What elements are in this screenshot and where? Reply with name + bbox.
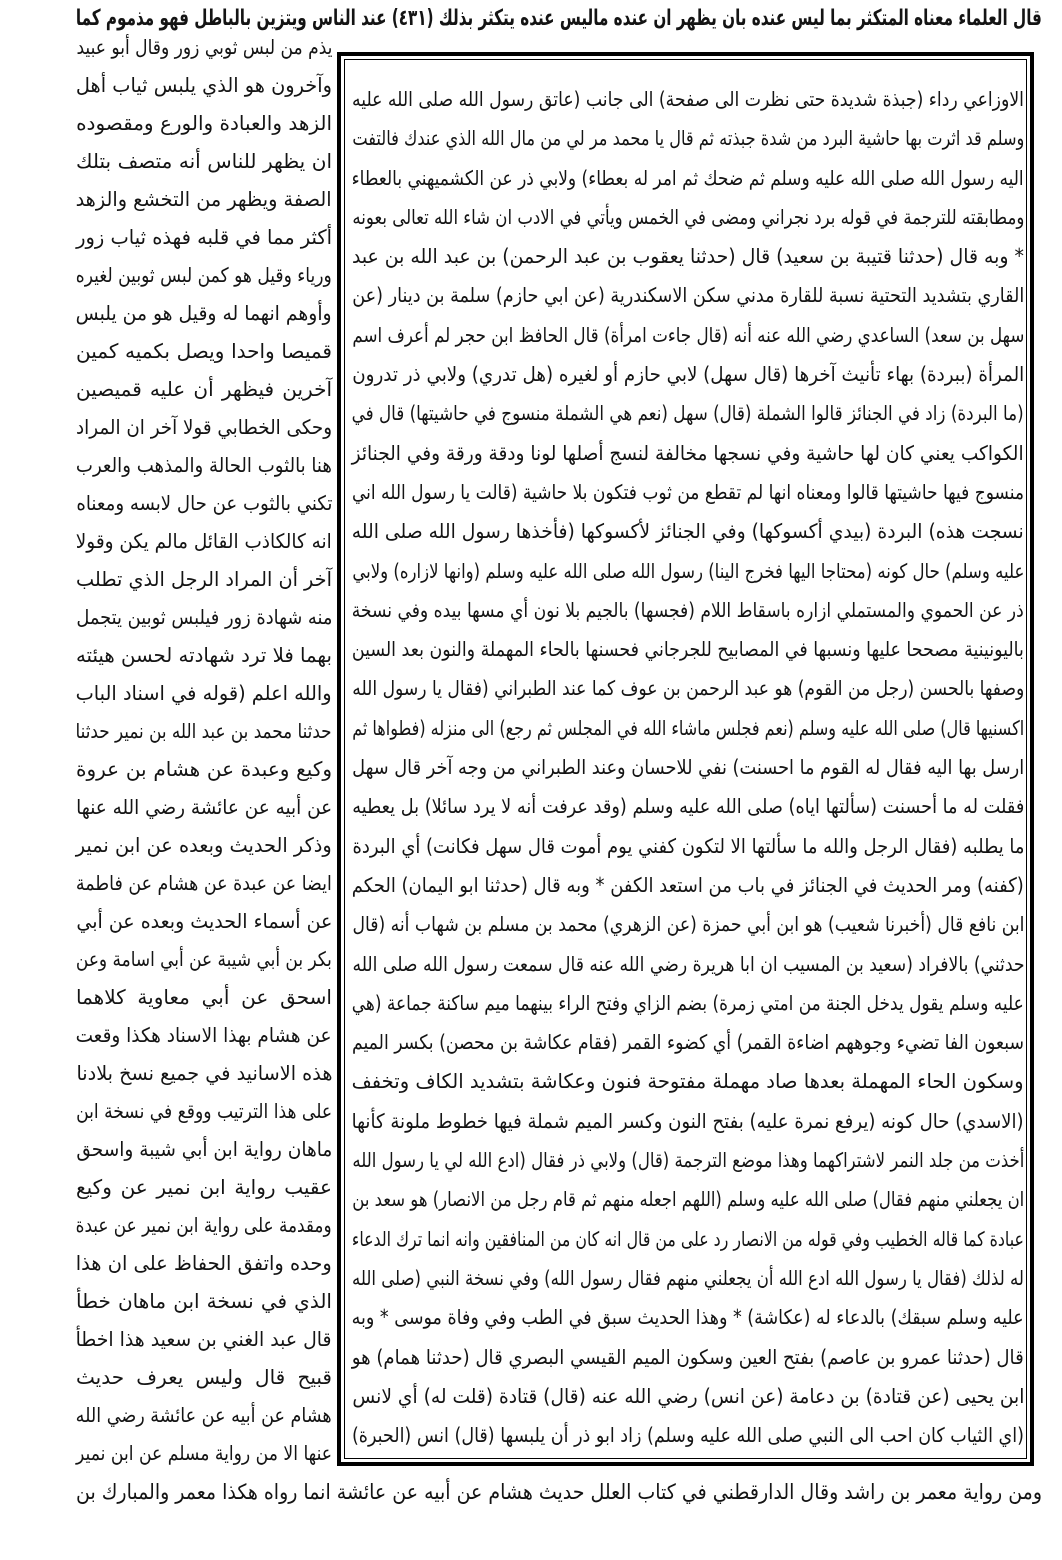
main-text-line-row <box>352 1141 1024 1180</box>
main-text-line: عليه وسلم) حال كونه (محتاجا اليها فخرج الينا) رسول الله صلى الله عليه وسلم (وانها لازاره) ولابي <box>352 558 1024 583</box>
margin-text-line-row <box>76 1054 332 1092</box>
margin-text-line-row <box>76 332 332 370</box>
main-text-line-row <box>352 198 1024 237</box>
footer-line <box>76 1474 1042 1510</box>
margin-text-line: الذي في نسخة ابن ماهان خطأ <box>76 1289 332 1313</box>
main-text-line-row <box>352 1338 1024 1377</box>
main-text-line: سبعون الفا تضيء وجوههم اضاءة القمر) أي كضوء القمر (فقام عكاشة بن محصن) بكسر الميم <box>352 1030 1024 1055</box>
margin-text-line-row <box>76 104 332 142</box>
main-text-line-row <box>352 119 1024 158</box>
margin-text-line-row <box>76 218 332 256</box>
main-text-line-row <box>352 473 1024 512</box>
main-text-line-row <box>352 237 1024 276</box>
main-text-line-row <box>352 434 1024 473</box>
main-text-line-row <box>352 80 1024 119</box>
margin-text-line: قميصا واحدا ويصل بكميه كمين <box>76 339 332 363</box>
main-text-line-row <box>352 748 1024 787</box>
margin-text-line-row <box>76 750 332 788</box>
main-text-line-row <box>352 1377 1024 1416</box>
margin-text-line: وآخرون هو الذي يلبس ثياب أهل <box>76 73 332 97</box>
main-text-line-row <box>352 1023 1024 1062</box>
main-text-line: ان يجعلني منهم فقال) صلى الله عليه وسلم (اللهم اجعله منهم ثم قام رجل من الانصار) هو سعد بن <box>352 1187 1024 1212</box>
page-number: (٤٣١) <box>391 6 434 31</box>
margin-text-line: تكني بالثوب عن حال لابسه ومعناه <box>76 491 332 515</box>
main-text-line: عبادة كما قاله الخطيب وفي قوله من الانصار رد على من قال انه كان من المنافقين وانه انما ترك الدعاء <box>352 1226 1024 1251</box>
main-text-line-row <box>352 984 1024 1023</box>
margin-text-line-row <box>76 560 332 598</box>
margin-text-line: عن أبيه عن عائشة رضي الله عنها <box>76 795 332 819</box>
margin-text-line-row <box>76 1168 332 1206</box>
margin-text-line: آخر أن المراد الرجل الذي تطلب <box>76 567 332 591</box>
margin-text-line: ماهان رواية ابن أبي شيبة واسحق <box>76 1137 332 1161</box>
margin-text-line-row <box>76 1434 332 1472</box>
main-text-line-row <box>352 827 1024 866</box>
margin-text-line: وذكر الحديث وبعده عن ابن نمير <box>76 833 332 857</box>
margin-text-line: منه شهادة زور فيلبس ثوبين يتجمل <box>76 605 332 629</box>
margin-text-line: بكر بن أبي شيبة عن أبي اسامة وعن <box>76 947 332 971</box>
main-text-line-row <box>352 1180 1024 1219</box>
margin-text-line-row <box>76 1396 332 1434</box>
margin-text-line-row <box>76 294 332 332</box>
main-text-line: عليه وسلم سبقك) بالدعاء له (عكاشة) * وهذا الحديث سبق في الطب وفي وفاة موسى * وبه <box>352 1305 1024 1330</box>
margin-text-line-row <box>76 1282 332 1320</box>
margin-text-line-row <box>76 864 332 902</box>
margin-text-line-row <box>76 1244 332 1282</box>
margin-text-line: ومقدمة على رواية ابن نمير عن عبدة <box>76 1213 332 1237</box>
margin-text-line: عقيب رواية ابن نمير عن وكيع <box>76 1175 332 1199</box>
main-text-line-row <box>352 394 1024 433</box>
main-text-line: فقلت له ما أحسنت (سألتها اياه) صلى الله عليه وسلم (وقد عرفت أنه لا يرد سائلا) بل يعطيه <box>352 794 1024 819</box>
margin-text-line: وحده واتفق الحفاظ على ان هذا <box>76 1251 332 1275</box>
margin-text-line-row <box>76 1130 332 1168</box>
header-left-text: عند الناس ويتزين بالباطل فهو مذموم كما <box>76 6 387 31</box>
margin-text-line: على هذا الترتيب ووقع في نسخة ابن <box>76 1099 332 1123</box>
main-text-line: نسجت هذه) البردة (بيدي أكسوكها) وفي الجنائز لأكسوكها (فأخذها رسول الله صلى الله <box>352 519 1024 544</box>
main-text-line: منسوج فيها حاشيتها قالوا ومعناه انها لم تقطع من ثوب فتكون بلا حاشية (قالت يا رسول الله اني <box>352 479 1024 504</box>
main-text-line: وصفها بالحسن (رجل من القوم) هو عبد الرحمن بن عوف كما عند الطبراني (فقال يا رسول الله <box>352 676 1024 701</box>
margin-text-line-row <box>76 978 332 1016</box>
main-text-line-row <box>352 1416 1024 1455</box>
margin-text-line: عنها الا من رواية مسلم عن ابن نمير <box>76 1441 332 1465</box>
margin-text-line: انه كالكاذب القائل مالم يكن وقولا <box>76 529 332 553</box>
margin-text-line-row <box>76 28 332 66</box>
main-text-line-row <box>352 355 1024 394</box>
margin-text-line-row <box>76 1320 332 1358</box>
main-text-line-row <box>352 512 1024 551</box>
margin-text-line: قبيح قال وليس يعرف حديث <box>76 1365 332 1389</box>
main-text-line: الاوزاعي رداء (جبذة شديدة حتى نظرت الى صفحة) الى جانب (عاتق رسول الله صلى الله عليه <box>352 87 1024 111</box>
main-text-line-row <box>352 709 1024 748</box>
main-text-line-row <box>352 1259 1024 1298</box>
margin-commentary-column <box>76 28 332 1472</box>
margin-text-line: اسحق عن أبي معاوية كلاهما <box>76 985 332 1009</box>
margin-text-line-row <box>76 674 332 712</box>
main-text-line-row <box>352 866 1024 905</box>
margin-text-line-row <box>76 712 332 750</box>
main-text-line: ابن نافع قال (أخبرنا شعيب) هو ابن أبي حمزة (عن الزهري) محمد بن مسلم بن شهاب أنه (قال <box>352 912 1024 937</box>
margin-text-line: هشام عن أبيه عن عائشة رضي الله <box>76 1403 332 1427</box>
margin-text-line-row <box>76 180 332 218</box>
margin-text-line-row <box>76 66 332 104</box>
margin-text-line-row <box>76 256 332 294</box>
main-text-line-row <box>352 1220 1024 1259</box>
margin-text-line: عن أسماء الحديث وبعده عن أبي <box>76 909 332 933</box>
margin-text-line: بهما فلا ترد شهادته لحسن هيئته <box>76 643 332 667</box>
main-text-line: وسكون الحاء المهملة بعدها صاد مهملة مفتوحة فنون وعكاشة بتشديد الكاف وتخفف <box>352 1069 1024 1094</box>
main-text-line-row <box>352 669 1024 708</box>
margin-text-line: ورياء وقيل هو كمن لبس ثوبين لغيره <box>76 263 332 287</box>
main-text-line-row <box>352 159 1024 198</box>
margin-text-line: آخرين فيظهر أن عليه قميصين <box>76 377 332 401</box>
margin-text-line: عن هشام بهذا الاسناد هكذا وقعت <box>76 1023 332 1047</box>
margin-text-line-row <box>76 1206 332 1244</box>
margin-text-line-row <box>76 598 332 636</box>
main-text-line: اليه رسول الله صلى الله عليه وسلم ثم ضحك ثم امر له بعطاء) ولابي ذر عن الكشميهني بالعطاء <box>352 165 1024 190</box>
main-text-line-row <box>352 1062 1024 1101</box>
margin-text-line: هنا بالثوب الحالة والمذهب والعرب <box>76 453 332 477</box>
main-text-line-row <box>352 945 1024 984</box>
margin-text-line: ايضا عن عبدة عن هشام عن فاطمة <box>76 871 332 895</box>
main-text-line: عليه وسلم يقول يدخل الجنة من امتي زمرة) بضم الزاي وفتح الراء بينهما ميم ساكنة جماعة (هي <box>352 990 1024 1015</box>
margin-text-line: قال عبد الغني بن سعيد هذا اخطأ <box>76 1327 332 1351</box>
margin-text-line: حدثنا محمد بن عبد الله بن نمير حدثنا <box>76 719 332 743</box>
main-text-line: ارسل بها اليه فقال له القوم ما احسنت) نفي للاحسان وعند الطبراني من وجه آخر قال سهل <box>352 755 1024 780</box>
main-text-line-row <box>352 552 1024 591</box>
margin-text-line: الزهد والعبادة والورع ومقصوده <box>76 111 332 135</box>
main-text-line-row <box>352 1298 1024 1337</box>
margin-text-line: ان يظهر للناس أنه متصف بتلك <box>76 149 332 173</box>
main-text-line: له لذلك (فقال يا رسول الله ادع الله أن يجعلني منهم فقال رسول الله) وفي نسخة النبي (صلى الله <box>352 1265 1024 1290</box>
margin-text-line: وحكى الخطابي قولا آخر ان المراد <box>76 415 332 439</box>
main-text-line-row <box>352 276 1024 315</box>
main-text-line: قال (حدثنا عمرو بن عاصم) بفتح العين وسكون الميم القيسي البصري قال (حدثنا همام) هو <box>352 1344 1024 1369</box>
margin-text-line-row <box>76 408 332 446</box>
margin-text-line-row <box>76 142 332 180</box>
main-text-line: ابن يحيى (عن قتادة) بن دعامة (عن انس) رضي الله عنه (قال) قتادة (قلت له) أي لانس <box>352 1383 1024 1408</box>
margin-text-line: وكيع وعبدة عن هشام بن عروة <box>76 757 332 781</box>
footer-line-text: ومن رواية معمر بن راشد وقال الدارقطني في كتاب العلل حديث هشام عن أبيه عن عائشة انما رواه هكذا معمر والمبارك بن <box>76 1480 1042 1504</box>
main-text-line: وسلم قد اثرت بها حاشية البرد من شدة جبذته ثم قال يا محمد مر لي من مال الله الذي عندك فالتفت <box>352 126 1024 151</box>
main-text-line-row <box>352 787 1024 826</box>
main-text-line: القاري بتشديد التحتية نسبة للقارة مدني سكن الاسكندرية (عن ابي حازم) سلمة بن دينار (عن <box>352 283 1024 308</box>
main-text-line: (الاسدي) حال كونه (يرفع نمرة عليه) بفتح النون وكسر الميم شملة فيها خطوط ملونة كأنها <box>352 1108 1024 1133</box>
margin-text-line-row <box>76 522 332 560</box>
main-text-line: (اي الثياب كان احب الى النبي صلى الله عليه وسلم) زاد ابو ذر أن يلبسها (قال) انس (الحبرة) <box>352 1423 1024 1448</box>
main-text-line-row <box>352 591 1024 630</box>
main-text-line: * وبه قال (حدثنا قتيبة بن سعيد) قال (حدثنا يعقوب بن عبد الرحمن) بن عبد الله بن عبد <box>352 244 1024 269</box>
margin-text-line-row <box>76 826 332 864</box>
main-text-line: باليونينية مصححا عليها ونسبها في المصابيح للجرجاني فحسنها بالحاء المهملة والنون بعد السين <box>352 637 1024 662</box>
margin-text-line: الصفة ويظهر من التخشع والزهد <box>76 187 332 211</box>
main-text-line-row <box>352 630 1024 669</box>
main-text-line: اكسنيها قال) صلى الله عليه وسلم (نعم فجلس ماشاء الله في المجلس ثم رجع) الى منزله (فطواها ثم <box>352 715 1024 740</box>
main-text-line: ما يطلبه (فقال الرجل والله ما سألتها الا لتكون كفني يوم أموت قال سهل فكانت) أي البردة <box>352 833 1024 858</box>
margin-text-line: هذه الاسانيد في جميع نسخ بلادنا <box>76 1061 332 1085</box>
main-text-line: (ما البردة) زاد في الجنائز قالوا الشملة (قال) سهل (نعم هي الشملة منسوج في حاشيتها) قال في <box>352 401 1024 426</box>
main-text-line: سهل بن سعد) الساعدي رضي الله عنه أنه (قال جاءت امرأة) قال الحافظ ابن حجر لم أعرف اسم <box>352 322 1024 347</box>
margin-text-line-row <box>76 940 332 978</box>
margin-text-line-row <box>76 1358 332 1396</box>
margin-text-line-row <box>76 1092 332 1130</box>
margin-text-line-row <box>76 484 332 522</box>
main-text-line-row <box>352 905 1024 944</box>
margin-text-line: يذم من لبس ثوبي زور وقال أبو عبيد <box>76 35 332 59</box>
main-text-line: (كفنه) ومر الحديث في الجنائز في باب من استعد الكفن * وبه قال (حدثنا ابو اليمان) الحكم <box>352 872 1024 897</box>
margin-text-line: والله اعلم (قوله في اسناد الباب <box>76 681 332 705</box>
main-text-column <box>352 80 1024 1455</box>
main-text-line: ذر عن الحموي والمستملي ازاره باسقاط اللام (فجسها) بالجيم بلا نون أي مسها بيده وفي نسخة <box>352 597 1024 622</box>
main-text-line: المرأة (ببردة) بهاء تأنيث آخرها (قال سهل) لابي حازم أو لغيره (هل تدري) ولابي ذر تدرون <box>352 362 1024 387</box>
main-text-line-row <box>352 1102 1024 1141</box>
margin-text-line-row <box>76 446 332 484</box>
main-text-line: أخذت من جلد النمر لاشتراكهما وهذا موضع الترجمة (قال) ولابي ذر فقال (ادع الله لي يا رسول الله <box>352 1148 1024 1173</box>
main-text-line: الكواكب يعني كان لها حاشية وفي نسجها مخالفة لنسج أصلها لونا ودقة ورقة وفي الجنائز <box>352 440 1024 465</box>
main-text-line: حدثني) بالافراد (سعيد بن المسيب ان ابا هريرة رضي الله عنه قال سمعت رسول الله صلى الله <box>352 951 1024 976</box>
margin-text-line: وأوهم انهما له وقيل هو من يلبس <box>76 301 332 325</box>
margin-text-line-row <box>76 788 332 826</box>
margin-text-line: أكثر مما في قلبه فهذه ثياب زور <box>76 225 332 249</box>
main-text-line: ومطابقته للترجمة في قوله برد نجراني ومضى في الخمس ويأتي في الادب ان شاء الله تعالى بعونه <box>352 204 1024 229</box>
margin-text-line-row <box>76 370 332 408</box>
main-text-line-row <box>352 316 1024 355</box>
header-right-text: قال العلماء معناه المتكثر بما ليس عنده بان يظهر ان عنده ماليس عنده يتكثر بذلك <box>438 6 1042 31</box>
margin-text-line-row <box>76 636 332 674</box>
margin-text-line-row <box>76 1016 332 1054</box>
margin-text-line-row <box>76 902 332 940</box>
